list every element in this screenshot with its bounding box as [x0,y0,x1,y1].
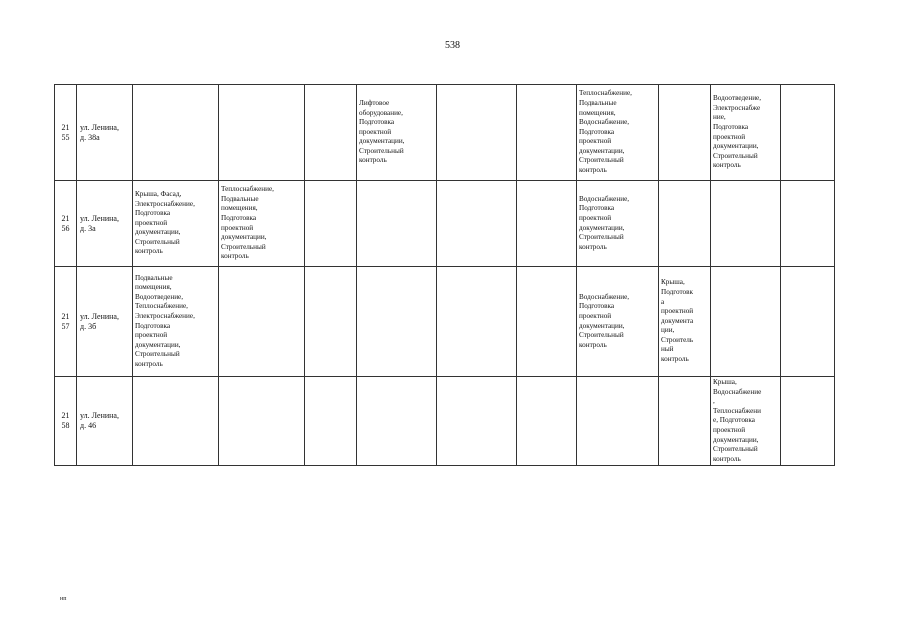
work-cell [133,267,219,377]
work-cell [437,85,517,181]
work-cell [133,85,219,181]
address-cell [77,85,133,181]
work-cell [305,267,357,377]
work-cell [577,85,659,181]
work-cell [219,377,305,466]
work-cell [659,85,711,181]
work-cell [357,181,437,267]
work-cell [357,85,437,181]
work-cell [437,181,517,267]
work-cell [219,267,305,377]
work-cell [781,85,835,181]
address-cell [77,267,133,377]
work-cell [517,181,577,267]
work-cell [133,377,219,466]
address-text: ул. Ленина, д. 38а [80,122,119,142]
work-cell [659,181,711,267]
work-cell [577,377,659,466]
row-number: 21 57 [61,311,70,331]
work-text: Лифтовое оборудование, Подготовка проектной документации, Строительный контроль [359,98,405,165]
work-text: Теплоснабжение, Подвальные помещения, Подготовка проектной документации, Строительный контроль [221,185,274,261]
work-cell [517,267,577,377]
work-cell [577,267,659,377]
work-text: Крыша, Водоснабжение , Теплоснабжени е, Подготовка проектной документации, Строительный контроль [713,378,762,463]
work-text: Крыша, Подготовк а проектной документа ции, Строитель ный контроль [661,278,694,364]
address-text: ул. Ленина, д. 3а [80,213,119,233]
work-cell [219,85,305,181]
row-number-cell [55,85,77,181]
address-cell [77,377,133,466]
table-row [55,377,835,466]
work-cell [659,267,711,377]
work-cell [357,377,437,466]
work-text: Водоотведение, Электроснабже ние, Подготовка проектной документации, Строительный контроль [713,94,762,170]
work-cell [711,377,781,466]
row-number: 21 58 [61,411,70,431]
work-cell [781,267,835,377]
row-number-cell [55,377,77,466]
work-cell [437,377,517,466]
work-text: Подвальные помещения, Водоотведение, Теплоснабжение, Электроснабжение, Подготовка проектной документации, Строительный контроль [135,273,195,368]
row-number: 21 56 [61,213,70,233]
row-number-cell [55,181,77,267]
work-text: Водоснабжение, Подготовка проектной документации, Строительный контроль [579,194,630,251]
work-cell [437,267,517,377]
address-cell [77,181,133,267]
table-row [55,85,835,181]
works-table [54,84,835,466]
address-text: ул. Ленина, д. 46 [80,411,119,431]
page-number: 538 [445,40,460,51]
work-cell [577,181,659,267]
work-cell [305,85,357,181]
work-cell [711,267,781,377]
work-text: Водоснабжение, Подготовка проектной документации, Строительный контроль [579,292,630,349]
work-cell [517,377,577,466]
table-row [55,267,835,377]
row-number-cell [55,267,77,377]
work-text: Теплоснабжение, Подвальные помещения, Водоснабжение, Подготовка проектной документации, Строительный контроль [579,89,632,175]
work-cell [219,181,305,267]
work-cell [305,181,357,267]
footer-mark: нп [60,596,67,602]
work-text: Крыша, Фасад, Электроснабжение, Подготовка проектной документации, Строительный контроль [135,189,195,256]
work-cell [781,181,835,267]
work-cell [711,85,781,181]
work-cell [357,267,437,377]
work-cell [659,377,711,466]
table-row [55,181,835,267]
work-cell [781,377,835,466]
work-cell [711,181,781,267]
row-number: 21 55 [61,122,70,142]
address-text: ул. Ленина, д. 3б [80,311,119,331]
work-cell [133,181,219,267]
work-cell [517,85,577,181]
work-cell [305,377,357,466]
